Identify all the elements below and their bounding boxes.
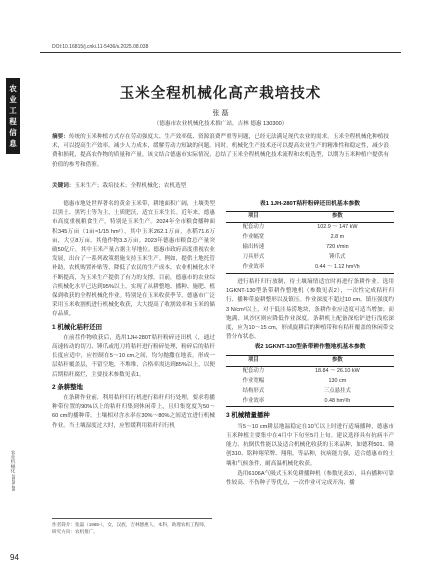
column-char: 农 (9, 84, 17, 93)
keywords-text: 玉米生产；栽培技术；全程机械化；农机选型 (74, 183, 187, 189)
table-1-title: 表1 1JH-280T秸秆粉碎还田机基本参数 (259, 201, 361, 207)
table-1 (226, 211, 394, 274)
table-cell: 配套动力 (242, 224, 265, 231)
table-cell: 130 cm (328, 377, 347, 384)
author-name: 张 磊 (212, 110, 229, 117)
column-char: 程 (9, 117, 17, 126)
section-heading-2: 2 条耕整地 (52, 383, 83, 391)
table-cell: 锤爪式 (329, 254, 346, 261)
table-cell: 刀具形式 (242, 254, 265, 261)
page-number: 94 (10, 553, 19, 562)
table-cell: 作业幅宽 (242, 234, 265, 241)
table-row (226, 377, 394, 387)
right-paragraph-2: 当5～10 cm耕层地温稳定在10℃以上时进行适墒播种，德惠市玉米种植主要集中在4月中下旬至5月上旬。建议选择具有抗病丰产能力、抗倒伏性能以及适合机械化收获的玉米品种，如德利501、隆创310、铭种翔荣牌、翔翔，等品种，抗病能力强，适合德惠市的土壤和气候条件，耐高温机械化收获。 (226, 423, 394, 467)
table-cell: 0.48 hm²/h (281, 397, 394, 407)
article-title: 玉米全程机械化高产栽培技术 (119, 85, 322, 102)
abstract-label: 摘要： (52, 134, 69, 140)
section-heading-1: 1 机械化秸秆还田 (52, 323, 103, 331)
table-cell: 作业效率 (226, 263, 281, 273)
abstract (52, 133, 389, 170)
abstract-text: 传统的玉米种植方式存在劳动强度大、生产效率低、资源浪费严重等问题，已经无法满足现代农业的需求。玉米全程机械化种植技术，可以提高生产效率，减少人力成本，缓解劳动力短缺的问题。同时，机械化生产技术还可以提高农业生产的精准性和稳定性，减少浪费和损耗，提高农作物的质量和产量。该文结合德惠市实际情况，总结了玉米全程机械化技术流程和农机选型，以期为玉米种植户提供有价值的参考和借鉴。 (52, 134, 389, 168)
section-1-paragraph: 在前茬作物收获后，选用1JH-280T秸秆粉碎还田机（，通过高速转动的切刀、锤爪或甩刀将秸秆进行粉碎处理，粉碎后的秸秆长度应适中，应控制在5～10 cm之间，均匀抛撒在地表，形成一层秸秆覆盖层，不留空地，不堆堆，合格率需达到85%以上，以便后期秸秆腐烂，主要技术参数见表1。 (52, 334, 215, 378)
table-header-cell: 参数 (281, 355, 394, 366)
header-rule (40, 52, 401, 53)
table-row (226, 253, 394, 263)
right-paragraph-1: 进行秸秆归行放制，待土壤墒情适宜时再进行条耕作业。选用1GKNT-130型条带耕作整地机（参数见表2），一次性完成秸秆归行、播种带旋耕整形以及镇压。作业深度不超过10 cm，镇压强度约3 N/cm²以上，对于低洼易涝地块，条耕作业应适度可适当增加；而饱满、风沙区则应降低作业深度。条耕机上配备深松铲进行浅松深度，应为10～15 cm，形成旋耕后的种植带和有秸秆覆盖的休闲带交替分布状态。 (226, 279, 394, 341)
table-2 (226, 355, 394, 408)
author-footnote: 作者简介：张磊（1985-），女，汉族，吉林德惠人，本科，助理农机工程师，研究方向：农机推广。 (52, 518, 212, 535)
column-tag (6, 78, 20, 154)
right-column (226, 200, 394, 489)
table-row (226, 243, 394, 253)
table-cell: 0.44 ～ 1.12 hm²/h (281, 263, 394, 273)
author-affiliation: （德惠市农业机械化技术推广站，吉林 德惠 130300） (153, 121, 288, 127)
table-cell: 三点悬挂式 (323, 387, 351, 394)
table-header-cell: 参数 (281, 212, 394, 223)
section-2-paragraph: 在条耕作业前，利用秸秆归行机进行秸秆归行处理，要求将播种带位置的90%以上的秸秆归集到休闲带上，且归集宽度为50～60 cm的播种带。土壤相对含水率在30%～80%之间适宜进行机械作业。当土壤湿度过大时，应暂缓利用秸秆归行机 (52, 395, 215, 429)
table-header-cell: 项目 (226, 212, 281, 223)
column-char: 信 (9, 128, 17, 137)
table-header-cell: 项目 (226, 355, 281, 366)
intro-paragraph: 德惠市地处世界著名的黄金玉米带，耕地面积广阔，土壤类型以黑土、黑钙土等为主，土质肥沃，适宜玉米生长。近年来，德惠市高度重视粮食生产，特别是玉米生产。2024年全市粮食播种面积345万亩（1亩≈1/15 hm²），其中玉米262.1万亩，水稻71.6万亩，大豆8万亩，其他作物3.3万亩。2023年德惠市粮食总产量突破50亿斤，其中玉米产量占据主导地位。德惠市政府高度重视农业发展，出台了一系列政策措施支持玉米生产。例如，提供土地托管补助，农机购置补贴等，降低了农民的生产成本，农业机械化水平不断提高，为玉米生产提供了有力的支撑。目前，德惠市的农业综合机械化水平已达到95%以上，实现了从耕整地、播种、施肥、植保到收获的全程机械化作业。特别是在玉米收获季节，德惠市广泛采用玉米收割机进行机械化收获，大大提高了收割效率和玉米的储存品质。 (52, 201, 215, 318)
table-row (226, 397, 394, 407)
table-cell: 作业宽幅 (242, 377, 265, 384)
column-char: 息 (9, 139, 17, 148)
keywords-label: 关键词： (52, 183, 75, 189)
table-header-row (226, 355, 394, 366)
table-row (226, 233, 394, 243)
table-cell: 作业效率 (226, 397, 281, 407)
journal-vertical-label: 农业机械化 2025.08 (11, 450, 16, 491)
table-row (226, 366, 394, 376)
table-row (226, 387, 394, 397)
section-heading-3: 3 机械精量播种 (226, 412, 270, 420)
table-header-row (226, 212, 394, 223)
left-column (52, 200, 215, 432)
table-cell: 102.9 ～ 147 kW (317, 224, 358, 231)
sidebar (0, 0, 28, 579)
right-paragraph-3: 选用6106A气吸式玉米免耕播种机（参数见表3），具有播种可靠性较高、不伤种子等优点，一次作业可完成开沟、播 (226, 470, 394, 486)
table-2-title: 表2 1GKNT-130型条带耕作整地机基本参数 (254, 344, 366, 351)
table-cell: 结构形式 (242, 387, 265, 394)
doi-line: DOI:10.16815/j.cnki.11-5436/s.2025.08.038 (52, 44, 149, 50)
column-char: 业 (9, 95, 17, 104)
keywords (52, 182, 389, 191)
table-row (226, 223, 394, 233)
table-cell: 配套动力 (242, 367, 265, 374)
table-cell: 2.8 m (330, 234, 345, 241)
table-row (226, 263, 394, 273)
table-cell: 18.84 ～ 26.10 kW (315, 367, 360, 374)
column-char: 工 (9, 106, 17, 115)
table-cell: 720 r/min (326, 244, 349, 251)
table-cell: 输出转速 (242, 244, 265, 251)
